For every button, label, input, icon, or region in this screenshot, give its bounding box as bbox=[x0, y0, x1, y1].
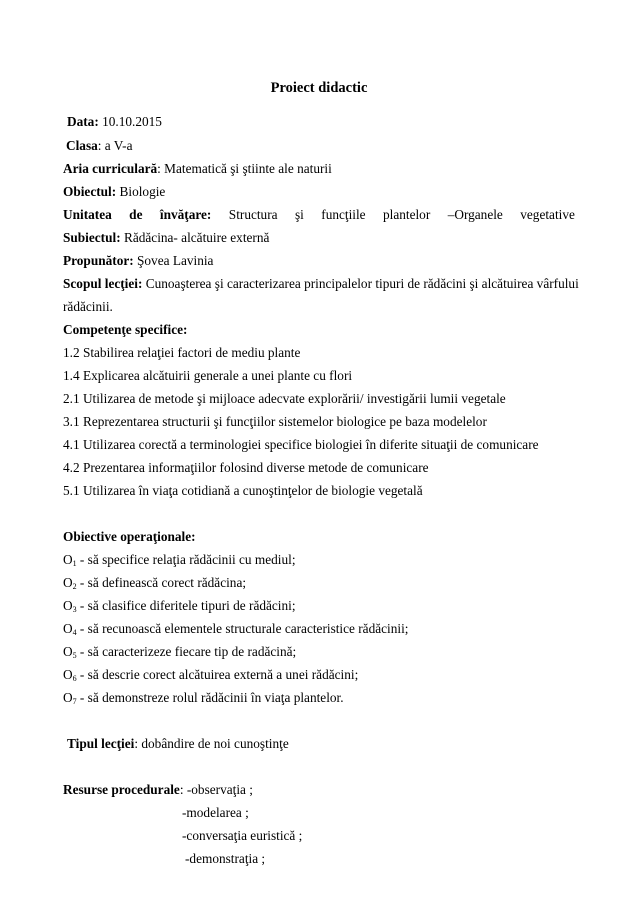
competenta-item: 2.1 Utilizarea de metode şi mijloace adecvate explorării/ investigării lumii vegetale bbox=[63, 391, 506, 406]
competenta-item: 1.4 Explicarea alcătuirii generale a unei plante cu flori bbox=[63, 368, 353, 383]
unitatea-word: plantelor bbox=[383, 207, 431, 222]
clasa-label: Clasa bbox=[66, 138, 98, 153]
propunator-value: Şovea Lavinia bbox=[133, 253, 214, 268]
obiectiv-index: 6 bbox=[72, 674, 77, 683]
obiectiv-item bbox=[63, 667, 358, 687]
aria-line bbox=[63, 161, 332, 177]
obiectiv-index: 3 bbox=[72, 605, 77, 614]
obiectiv-index: 5 bbox=[72, 651, 77, 660]
obiectiv-index: 1 bbox=[72, 559, 77, 568]
tipul-line bbox=[67, 736, 289, 752]
obiectiv-text: - să recunoască elementele structurale caracteristice rădăcinii; bbox=[76, 621, 409, 636]
unitatea-word: funcţiile bbox=[321, 207, 366, 222]
subiectul-label: Subiectul: bbox=[63, 230, 121, 245]
unitatea-word: şi bbox=[294, 207, 304, 222]
propunator-label: Propunător: bbox=[63, 253, 134, 268]
resurse-item: -modelarea ; bbox=[182, 805, 249, 820]
obiectiv-letter: O bbox=[63, 644, 73, 659]
tipul-value: : dobândire de noi cunoştinţe bbox=[134, 736, 289, 751]
scopul-continuation: rădăcinii. bbox=[63, 299, 113, 314]
tipul-label: Tipul lecţiei bbox=[67, 736, 135, 751]
obiectiv-letter: O bbox=[63, 621, 73, 636]
unitatea-word: vegetative bbox=[520, 207, 575, 222]
page-title: Proiect didactic bbox=[270, 80, 368, 96]
obiective-heading: Obiective operaţionale: bbox=[63, 529, 196, 544]
obiectiv-index: 4 bbox=[72, 628, 77, 637]
obiectiv-letter: O bbox=[63, 667, 73, 682]
obiectiv-item bbox=[63, 552, 296, 572]
obiectiv-item bbox=[63, 644, 296, 664]
scopul-value: Cunoaşterea şi caracterizarea principalelor tipuri de rădăcini şi alcătuirea vârfului bbox=[142, 276, 579, 291]
competente-heading: Competenţe specifice: bbox=[63, 322, 188, 337]
clasa-line bbox=[66, 138, 133, 154]
obiectiv-item bbox=[63, 621, 408, 641]
obiectul-label: Obiectul: bbox=[63, 184, 117, 199]
obiectiv-letter: O bbox=[63, 575, 73, 590]
data-value: 10.10.2015 bbox=[98, 114, 162, 129]
obiectiv-text: - să specifice relaţia rădăcinii cu mediul; bbox=[76, 552, 296, 567]
obiectiv-text: - să clasifice diferitele tipuri de rădăcini; bbox=[76, 598, 296, 613]
unitatea-word: de bbox=[129, 207, 143, 222]
propunator-line bbox=[63, 253, 213, 269]
obiectiv-text: - să demonstreze rolul rădăcinii în viaţa plantelor. bbox=[76, 690, 344, 705]
scopul-label: Scopul lecţiei: bbox=[63, 276, 143, 291]
obiectiv-text: - să definească corect rădăcina; bbox=[76, 575, 247, 590]
competenta-item: 1.2 Stabilirea relaţiei factori de mediu plante bbox=[63, 345, 301, 360]
obiectiv-index: 2 bbox=[72, 582, 77, 591]
subiectul-line bbox=[63, 230, 269, 246]
resurse-colon: : bbox=[179, 782, 187, 797]
clasa-value: : a V-a bbox=[97, 138, 133, 153]
obiectiv-text: - să caracterizeze fiecare tip de radăcină; bbox=[76, 644, 297, 659]
competenta-item: 3.1 Reprezentarea structurii şi funcţiilor sistemelor biologice pe baza modelelor bbox=[63, 414, 487, 429]
aria-label: Aria curriculară bbox=[63, 161, 158, 176]
unitatea-word: –Organele bbox=[447, 207, 503, 222]
resurse-item: -observaţia ; bbox=[186, 782, 253, 797]
obiectiv-item bbox=[63, 575, 246, 595]
resurse-line bbox=[63, 782, 253, 798]
competenta-item: 5.1 Utilizarea în viaţa cotidiană a cunoştinţelor de biologie vegetală bbox=[63, 483, 423, 498]
scopul-line bbox=[63, 276, 579, 292]
resurse-item: -demonstraţia ; bbox=[185, 851, 266, 866]
unitatea-word: învăţare: bbox=[159, 207, 212, 222]
aria-value: : Matematică şi ştiinte ale naturii bbox=[157, 161, 332, 176]
data-line bbox=[67, 114, 162, 130]
obiectiv-letter: O bbox=[63, 598, 73, 613]
unitatea-word: Unitatea bbox=[63, 207, 112, 222]
obiectiv-item bbox=[63, 690, 344, 710]
competenta-item: 4.1 Utilizarea corectă a terminologiei specifice biologiei în diferite situaţii de comunicare bbox=[63, 437, 539, 452]
competenta-item: 4.2 Prezentarea informaţiilor folosind diverse metode de comunicare bbox=[63, 460, 429, 475]
obiectul-line bbox=[63, 184, 165, 200]
obiectiv-text: - să descrie corect alcătuirea externă a unei rădăcini; bbox=[76, 667, 359, 682]
obiectiv-letter: O bbox=[63, 690, 73, 705]
subiectul-value: Rădăcina- alcătuire externă bbox=[120, 230, 270, 245]
unitatea-word: Structura bbox=[228, 207, 278, 222]
obiectiv-letter: O bbox=[63, 552, 73, 567]
resurse-label: Resurse procedurale bbox=[63, 782, 180, 797]
unitatea-line bbox=[63, 207, 575, 223]
obiectiv-item bbox=[63, 598, 296, 618]
resurse-item: -conversaţia euristică ; bbox=[182, 828, 303, 843]
obiectiv-index: 7 bbox=[72, 697, 77, 706]
data-label: Data: bbox=[67, 114, 99, 129]
obiectul-value: Biologie bbox=[116, 184, 166, 199]
